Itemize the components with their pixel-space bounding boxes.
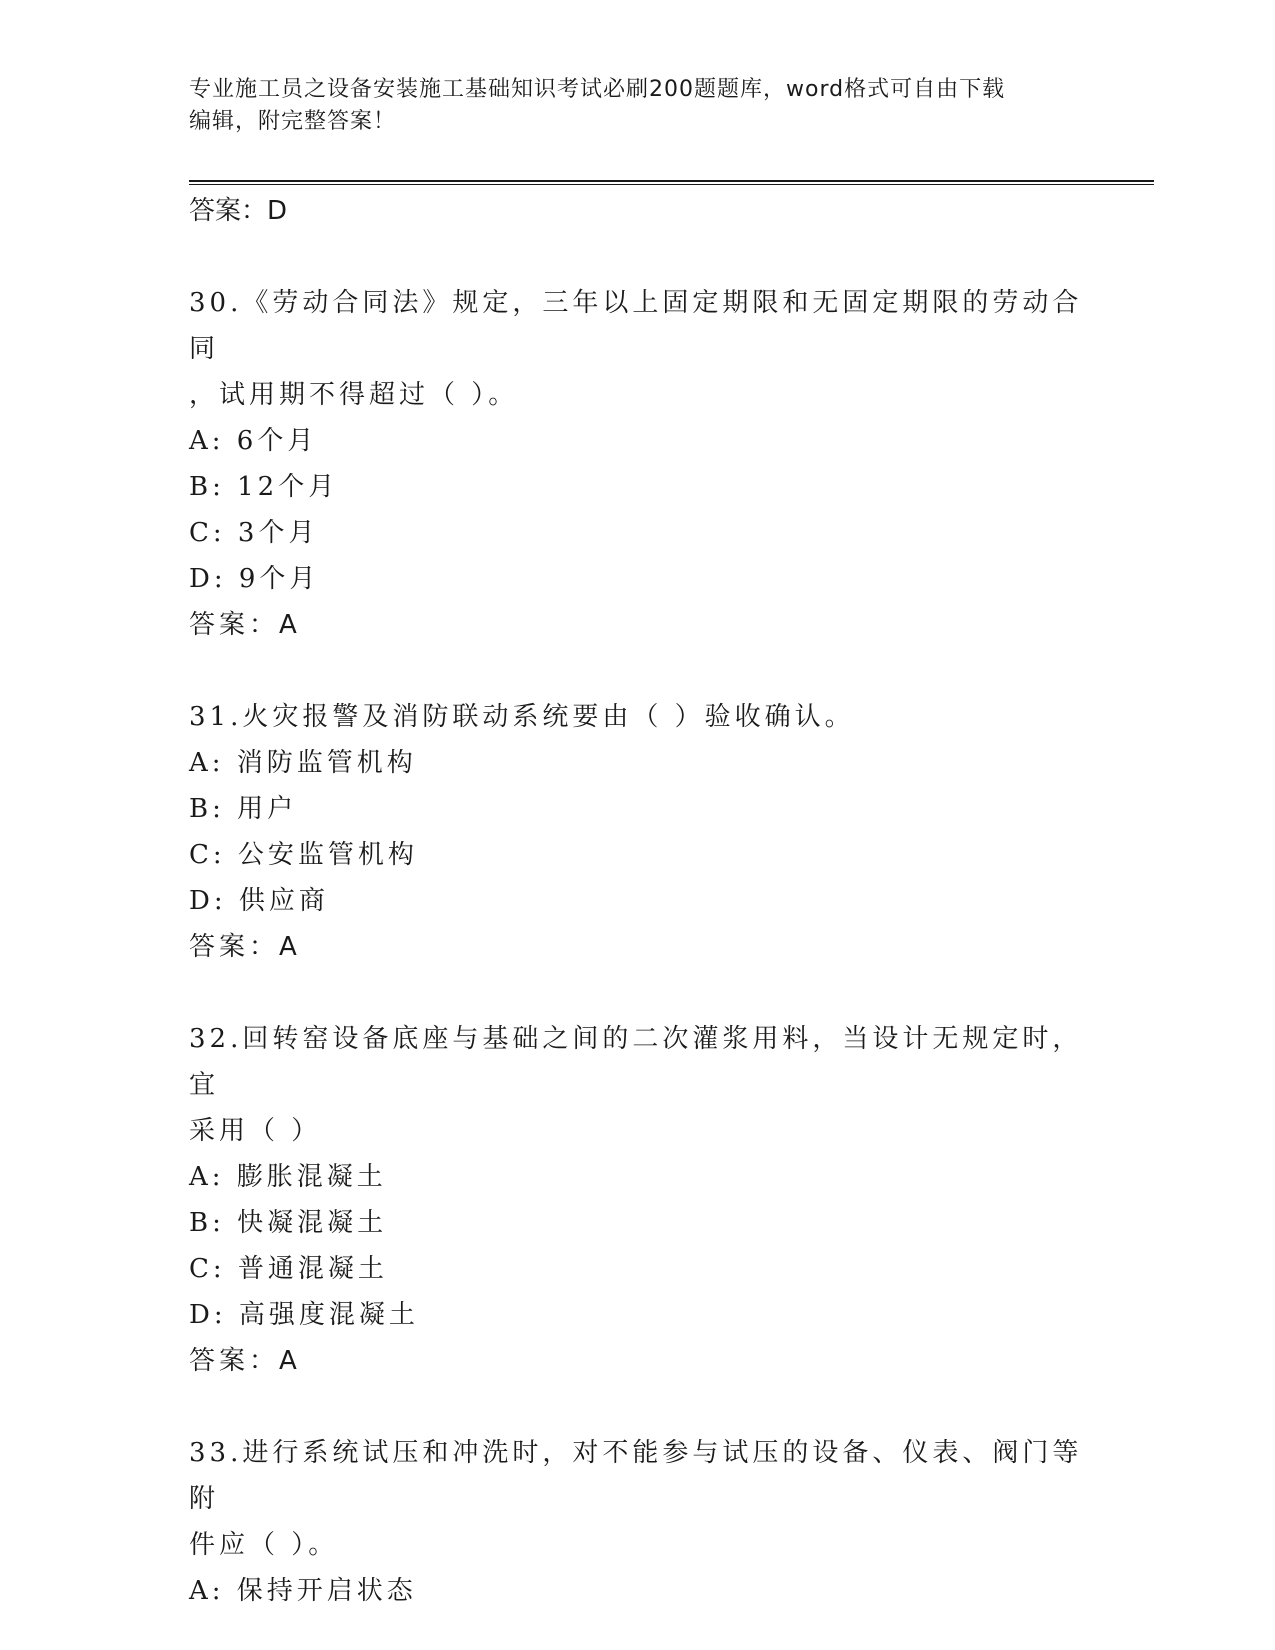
option-a: A: 消防监管机构 <box>189 748 417 778</box>
option-b: B: 12个月 <box>189 472 339 502</box>
header-line-1: 专业施工员之设备安装施工基础知识考试必刷200题题库，word格式可自由下载 <box>189 77 1006 102</box>
option-a: A: 保持开启状态 <box>189 1576 417 1606</box>
question-item <box>189 1016 1089 1384</box>
answer-line: 答案：D <box>189 196 288 226</box>
option-d: D: 9个月 <box>189 564 320 594</box>
option-a: A: 6个月 <box>189 426 318 456</box>
answer-line: 答案：A <box>189 932 301 962</box>
answer-line: 答案：A <box>189 610 301 640</box>
option-b: B: 快凝混凝土 <box>189 1208 388 1238</box>
question-item <box>189 1430 1089 1614</box>
question-text-line-2: 采用（ ） <box>189 1116 322 1146</box>
answer-line: 答案：A <box>189 1346 301 1376</box>
option-c: C: 普通混凝土 <box>189 1254 388 1284</box>
question-text-line-1: 31.火灾报警及消防联动系统要由（ ）验收确认。 <box>189 702 855 732</box>
question-text-line-1: 32.回转窑设备底座与基础之间的二次灌浆用料，当设计无规定时，宜 <box>189 1024 1083 1100</box>
document-header <box>189 74 1069 138</box>
question-text-line-2: ，试用期不得超过（ ）。 <box>189 380 519 410</box>
option-c: C: 公安监管机构 <box>189 840 418 870</box>
question-item <box>189 694 1089 970</box>
question-item <box>189 280 1089 648</box>
question-text-line-2: 件应（ ）。 <box>189 1530 339 1560</box>
question-list <box>189 188 1089 1614</box>
option-d: D: 供应商 <box>189 886 329 916</box>
option-d: D: 高强度混凝土 <box>189 1300 419 1330</box>
header-divider <box>189 180 1154 185</box>
question-text-line-1: 30.《劳动合同法》规定，三年以上固定期限和无固定期限的劳动合同 <box>189 288 1083 364</box>
option-c: C: 3个月 <box>189 518 319 548</box>
question-text-line-1: 33.进行系统试压和冲洗时，对不能参与试压的设备、仪表、阀门等附 <box>189 1438 1083 1514</box>
option-b: B: 用户 <box>189 794 298 824</box>
option-a: A: 膨胀混凝土 <box>189 1162 387 1192</box>
header-line-2: 编辑，附完整答案！ <box>189 109 397 134</box>
